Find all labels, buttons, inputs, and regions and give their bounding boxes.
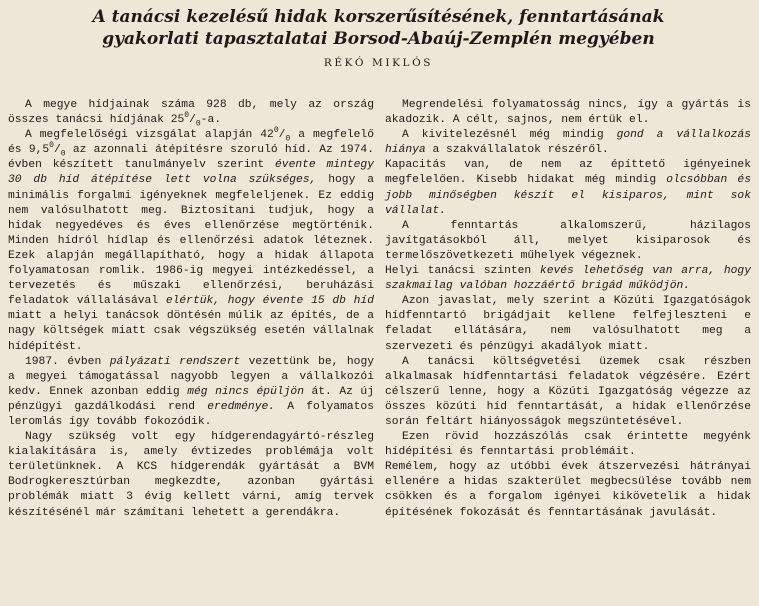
paragraph: Azon javaslat, mely szerint a Közúti Igazgatóságok hídfenntartó brigádjait kellene felfejleszteni e feladat ellátására, nem valósulhatott meg a szervezeti és pénzügyi akadályok miatt. bbox=[385, 295, 751, 353]
paragraph: Kapacitás van, de nem az építtető igényeinek megfelelően. Kisebb hidakat még mindig olcsóbban és jobb minőségben készít el kisiparos, mint sok vállalat. bbox=[385, 159, 751, 217]
paragraph: Nagy szükség volt egy hídgerendagyártó-részleg kialakítására is, amely évtizedes problémája volt területünknek. A KCS hídgerendák gyártását a BVM Bodrogkeresztúrban megkezdte, azonban gyártási problémák miatt 3 évig kellett várni, amíg tervek készítésénél már számítani lehetett a gerendákra. bbox=[8, 431, 374, 519]
article-title bbox=[8, 6, 749, 50]
paragraph: Remélem, hogy az utóbbi évek átszervezési hátrányai ellenére a hidas szakterület megbecsülése tovább nem csökken és a forgalom igényei kikövetelik a hidak építésének fokozását és fenntartásának javulását. bbox=[385, 461, 751, 519]
article-body bbox=[8, 98, 751, 521]
title-line-2: gyakorlati tapasztalatai Borsod-Abaúj-Zemplén megyében bbox=[102, 29, 655, 49]
title-line-1: A tanácsi kezelésű hidak korszerűsítésének, fenntartásának bbox=[92, 7, 665, 27]
paragraph: Helyi tanácsi szinten kevés lehetőség van arra, hogy szakmailag valóban hozzáértő brigád működjön. bbox=[385, 265, 751, 293]
paragraph: A fenntartás alkalomszerű, házilagos javítgatásokból áll, melyet kisiparosok és termelőszövetkezeti műhelyek végeznek. bbox=[385, 219, 751, 262]
left-column bbox=[8, 98, 374, 521]
paragraph: A tanácsi költségvetési üzemek csak részben alkalmasak hídfenntartási feladatok végzésére. Ezért célszerű lenne, hogy a Közúti Igazgatóság végezze az összes közúti híd fenntartását, a hidak ellenőrzése során feltárt hiányosságok megszüntetésével. bbox=[385, 355, 751, 428]
paragraph: 1987. évben pályázati rendszert vezettünk be, hogy a megyei támogatással nagyobb legyen a vállalkozói kedv. Ennek azonban eddig még nincs épüljön át. Az új pénzügyi gazdálkodási rend eredménye. A folyamatos leromlás így tovább fokozódik. bbox=[8, 355, 375, 428]
paragraph: A kivitelezésnél még mindig gond a vállalkozás hiánya a szakvállalatok részéről. bbox=[385, 129, 752, 157]
right-column bbox=[385, 98, 751, 521]
paragraph: Ezen rövid hozzászólás csak érintette megyénk hídépítési és fenntartási problémáit. bbox=[385, 431, 751, 459]
paragraph: A megye hídjainak száma 928 db, mely az ország összes tanácsi hídjának $25^0/_0-a$. bbox=[8, 99, 374, 129]
paragraph: A megfelelőségi vizsgálat alapján $42^0/_0$ a megfelelő és $9,5^0/_0$ az azonnali átépítésre szoruló híd. Az 1974. évben készített tanulmányelv szerint évente mintegy 30 db híd átépítése lett volna szükséges, hogy a minimális forgalmi igényeknek megfeleljenek. Ez eddig nem valósulhatott meg. Biztosítani tudjuk, hogy a hidak negyedéves és éves ellenőrzése megtörténik. Minden hídról hídlap és ellenőrzési adatok léteznek. Ezek alapján megállapítható, hogy a hidak állapota folyamatosan romlik. 1986-ig megyei intézkedéssel, a tervezetés és műszaki ellenőrzési, beruházási feladatok vállalásával elértük, hogy évente 15 db híd miatt a helyi tanácsok döntésén múlik az építés, de a nagy költségek miatt csak végszükség esetén vállalnak hídépítést. bbox=[8, 126, 374, 353]
paragraph: Megrendelési folyamatosság nincs, így a gyártás is akadozik. A célt, sajnos, nem értük el. bbox=[385, 99, 751, 127]
author-name: RÉKÓ MIKLÓS bbox=[323, 57, 434, 69]
